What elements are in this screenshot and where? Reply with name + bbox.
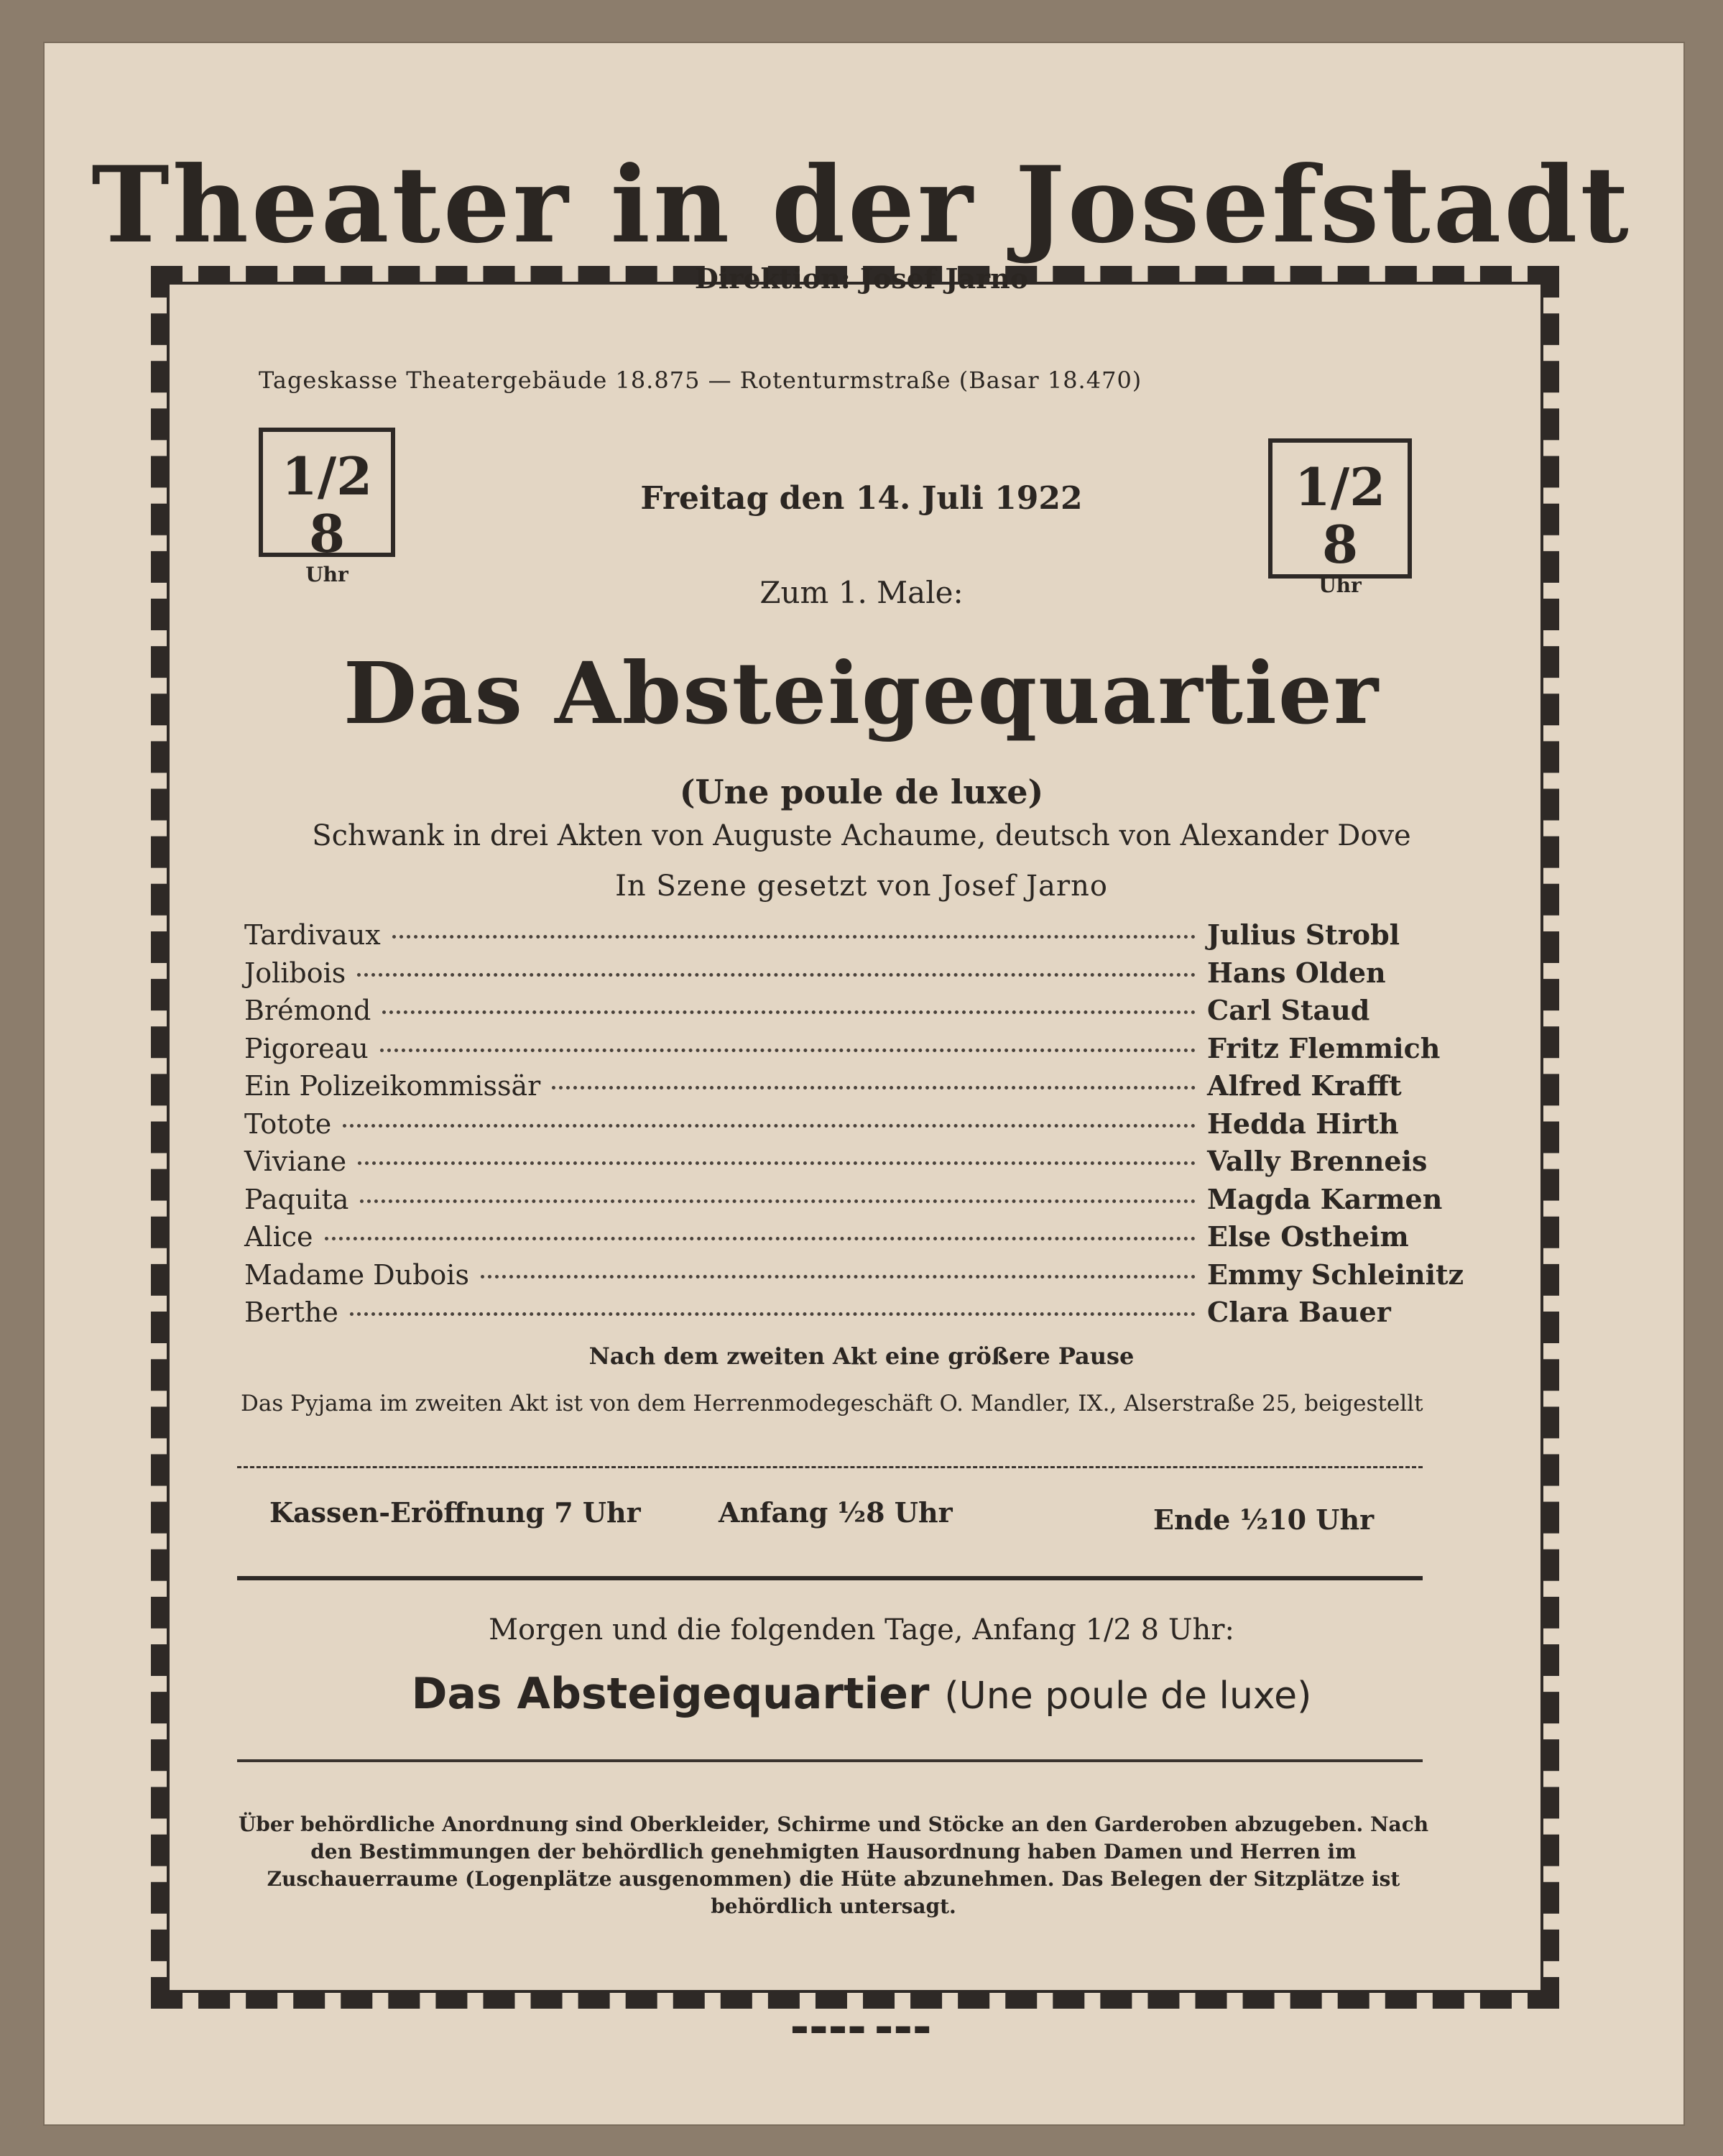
- director-credit: In Szene gesetzt von Josef Jarno: [615, 870, 1108, 903]
- intermission-note: Nach dem zweiten Akt eine größere Pause: [588, 1342, 1135, 1370]
- end-time: Ende ½10 Uhr: [1153, 1503, 1375, 1536]
- dot-leader: [350, 1312, 1196, 1316]
- actor-name: Alfred Krafft: [1207, 1069, 1402, 1102]
- cast-row: [244, 1256, 1464, 1294]
- time-box-unit: Uhr: [305, 563, 348, 586]
- dot-leader: [481, 1275, 1196, 1279]
- house-rules-notice: Über behördliche Anordnung sind Oberkleider, Schirme und Stöcke an den Garderoben abzugeben. Nach den Bestimmungen der behördlich genehmigten Hausordnung haben Damen und Herren im Zuschauerraume (Logenplätze ausgenommen) die Hüte abzunehmen. Das Belegen der Sitzplätze ist behördlich untersagt.: [238, 1812, 1429, 1918]
- dot-leader: [552, 1086, 1196, 1089]
- start-time: Anfang ½8 Uhr: [719, 1496, 953, 1529]
- cast-row: [244, 954, 1423, 992]
- theater-title: Theater in der Josefstadt: [91, 144, 1632, 267]
- dot-leader: [380, 1049, 1196, 1052]
- cast-row: [244, 1294, 1423, 1332]
- role-name: Tardivaux: [244, 919, 381, 951]
- dot-leader: [343, 1124, 1196, 1128]
- costume-credit-note: Das Pyjama im zweiten Akt ist von dem Herrenmodegeschäft O. Mandler, IX., Alserstraße 25, beigestellt: [241, 1391, 1423, 1416]
- actor-name: Fritz Flemmich: [1207, 1031, 1441, 1064]
- time-box-value: 1/2 8: [281, 446, 373, 564]
- dot-leader: [392, 935, 1196, 939]
- dot-leader: [357, 973, 1196, 977]
- role-name: Ein Polizeikommissär: [244, 1070, 541, 1102]
- repeat-title-line: [0, 1669, 1723, 1719]
- role-name: Paquita: [244, 1183, 349, 1215]
- repeat-title: Das Absteigequartier: [411, 1669, 930, 1719]
- cast-row: [244, 1181, 1443, 1219]
- actor-name: Julius Strobl: [1207, 918, 1400, 951]
- role-name: Brémond: [244, 995, 371, 1026]
- following-days-line: Morgen und die folgenden Tage, Anfang 1/2 8 Uhr:: [489, 1613, 1234, 1646]
- actor-name: Emmy Schleinitz: [1207, 1258, 1464, 1291]
- role-name: Totote: [244, 1107, 332, 1140]
- cast-row: [244, 1067, 1423, 1105]
- actor-name: Hedda Hirth: [1207, 1107, 1399, 1140]
- time-box-value: 1/2 8: [1294, 456, 1386, 575]
- role-name: Berthe: [244, 1296, 338, 1328]
- role-name: Pigoreau: [244, 1032, 369, 1064]
- printer-mark: ▬▬▬▬ ▬▬▬: [790, 2018, 933, 2040]
- cast-row: [244, 1105, 1423, 1143]
- play-title: Das Absteigequartier: [343, 643, 1380, 743]
- divider: [237, 1576, 1423, 1580]
- actor-name: Else Ostheim: [1207, 1220, 1409, 1253]
- role-name: Alice: [244, 1221, 313, 1253]
- role-name: Jolibois: [244, 957, 346, 989]
- actor-name: Carl Staud: [1207, 994, 1370, 1026]
- dot-leader: [358, 1161, 1196, 1165]
- performance-date: Freitag den 14. Juli 1922: [640, 480, 1083, 517]
- repeat-subtitle: (Une poule de luxe): [944, 1674, 1312, 1718]
- role-name: Viviane: [244, 1146, 347, 1177]
- divider: [237, 1466, 1423, 1468]
- actor-name: Hans Olden: [1207, 956, 1386, 989]
- genre-credit: Schwank in drei Akten von Auguste Achaume, deutsch von Alexander Dove: [312, 819, 1411, 852]
- role-name: Madame Dubois: [244, 1258, 469, 1291]
- cast-row: [244, 1143, 1428, 1181]
- cast-row: [244, 1218, 1423, 1256]
- direction-line: Direktion: Josef Jarno: [694, 262, 1029, 295]
- dot-leader: [325, 1237, 1196, 1240]
- performance-count: Zum 1. Male:: [759, 575, 964, 610]
- box-opening-time: Kassen-Eröffnung 7 Uhr: [269, 1496, 641, 1529]
- dot-leader: [360, 1199, 1196, 1203]
- cast-row: [244, 916, 1423, 954]
- actor-name: Clara Bauer: [1207, 1296, 1391, 1328]
- original-title: (Une poule de luxe): [679, 773, 1044, 811]
- actor-name: Vally Brenneis: [1207, 1145, 1428, 1177]
- cast-list: [244, 916, 1464, 1332]
- dot-leader: [382, 1010, 1196, 1014]
- time-box-unit: Uhr: [1318, 573, 1362, 597]
- divider: [237, 1759, 1423, 1762]
- box-office-line: Tageskasse Theatergebäude 18.875 — Rotenturmstraße (Basar 18.470): [259, 367, 1142, 394]
- actor-name: Magda Karmen: [1207, 1182, 1443, 1215]
- cast-row: [244, 992, 1423, 1030]
- cast-row: [244, 1030, 1441, 1068]
